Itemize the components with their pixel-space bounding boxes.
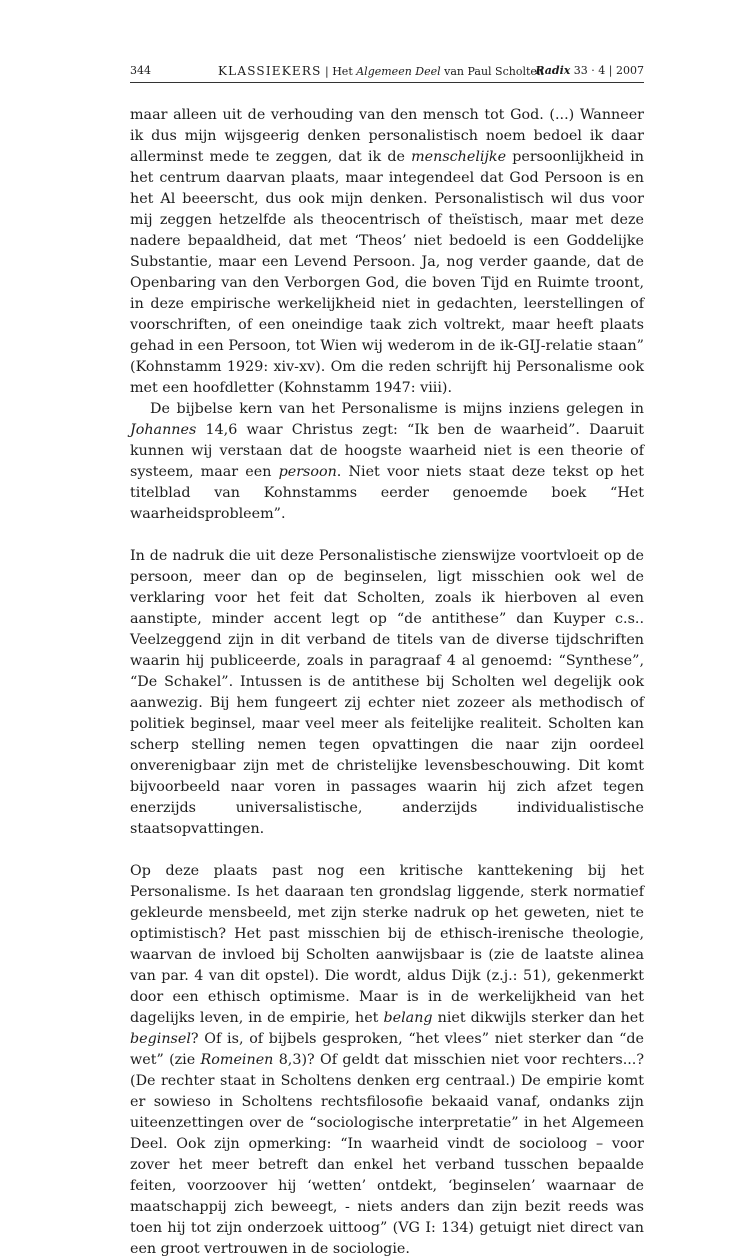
text-run: . Niet voor niets staat deze tekst op het titelblad van Kohnstamms eerder genoemde boek “Het waarheidsprobleem”.	[130, 464, 644, 522]
body-paragraph	[130, 105, 644, 399]
text-run: 8,3)? Of geldt dat misschien niet voor rechters...? (De rechter staat in Scholtens denken erg centraal.) De empirie komt er sowieso in Scholtens rechtsfilosofie bekaaid vanaf, ondanks zijn uiteenzettingen over de “sociologische interpretatie” in het Algemeen Deel. Ook zijn opmerking: “In waarheid vindt de socioloog – voor zover het meer betreft dan enkel het verband tusschen bepaalde feiten, voorzoover hij ‘wetten’ ontdekt, ‘beginselen’ waarnaar de maatschappij zich beweegt, - niets anders dan zijn bezit reeds was toen hij tot zijn onderzoek uittoog” (VG I: 134) getuigt niet direct van een groot vertrouwen in de sociologie.	[130, 1052, 644, 1257]
running-title	[218, 60, 544, 83]
section-title: KLASSIEKERS	[218, 64, 322, 78]
body-paragraph	[130, 546, 644, 840]
body-paragraph	[130, 861, 644, 1260]
body-paragraph	[130, 399, 644, 525]
article-title-italic: Algemeen Deel	[356, 65, 441, 78]
text-run: De bijbelse kern van het Personalisme is mijns inziens gelegen in	[150, 401, 644, 417]
text-run: persoonlijkheid in het centrum daarvan plaats, maar integendeel dat God Persoon is en het Al beeerscht, dus ook mijn denken. Personalistisch wil dus voor mij zeggen hetzelfde als theocentrisch of theïstisch, maar met deze nadere bepaaldheid, dat met ‘Theos’ niet bedoeld is een Goddelijke Substantie, maar een Levend Persoon. Ja, nog verder gaande, dat de Openbaring van den Verborgen God, die boven Tijd en Ruimte troont, in deze empirische werkelijkheid niet in gedachten, leerstellingen of voorschriften, of een oneindige taak zich voltrekt, maar heeft plaats gehad in een Persoon, tot Wien wij wederom in de ik-GIJ-relatie staan” (Kohnstamm 1929: xiv-xv). Om die reden schrijft hij Personalisme ook met een hoofdletter (Kohnstamm 1947: viii).	[130, 149, 644, 396]
italic-term: Johannes	[130, 422, 197, 438]
italic-term: belang	[383, 1010, 433, 1026]
text-run: Op deze plaats past nog een kritische kanttekening bij het Personalisme. Is het daaraan ten grondslag liggende, sterk normatief gekleurde mensbeeld, met zijn sterke nadruk op het geweten, niet te optimistisch? Het past misschien bij de ethisch-irenische theologie, waarvan de invloed bij Scholten aanwijsbaar is (zie de laatste alinea van par. 4 van dit opstel). Die wordt, aldus Dijk (z.j.: 51), gekenmerkt door een ethisch optimisme. Maar is in de werkelijkheid van het dagelijks leven, in de empirie, het	[130, 863, 644, 1026]
italic-term: Romeinen	[200, 1052, 274, 1068]
journal-info	[535, 60, 644, 82]
title-separator: | Het	[321, 65, 357, 78]
running-header	[130, 60, 644, 83]
journal-issue: 33 · 4 | 2007	[570, 64, 644, 77]
text-run: niet dikwijls sterker dan het	[432, 1010, 644, 1026]
text-run: 14,6 waar Christus zegt: “Ik ben de waarheid”. Daaruit kunnen wij verstaan dat de hoogste waarheid niet is een theorie of systeem, maar een	[130, 422, 644, 480]
italic-term: beginsel	[130, 1031, 191, 1047]
body-text	[130, 105, 644, 1260]
article-title-rest: van Paul Scholten	[440, 65, 544, 78]
page-number: 344	[130, 64, 151, 77]
text-run: In de nadruk die uit deze Personalistische zienswijze voortvloeit op de persoon, meer dan op de beginselen, ligt misschien ook wel de verklaring voor het feit dat Scholten, zoals ik hierboven al even aanstipte, minder accent legt op “de antithese” dan Kuyper c.s.. Veelzeggend zijn in dit verband de titels van de diverse tijdschriften waarin hij publiceerde, zoals in paragraaf 4 al genoemd: “Synthese”, “De Schakel”. Intussen is de antithese bij Scholten wel degelijk ook aanwezig. Bij hem fungeert zij echter niet zozeer als methodisch of politiek beginsel, maar veel meer als feitelijke realiteit. Scholten kan scherp stelling nemen tegen opvattingen die naar zijn oordeel onverenigbaar zijn met de christelijke levensbeschouwing. Dit komt bijvoorbeeld naar voren in passages waarin hij zich afzet tegen enerzijds universalistische, anderzijds individualistische staatsopvattingen.	[130, 548, 644, 837]
italic-term: menschelijke	[411, 149, 507, 165]
text-run: ? Of is, of bijbels gesproken, “het vlees” niet sterker dan “de wet” (zie	[130, 1031, 644, 1068]
journal-name: Radix	[535, 64, 571, 77]
text-run: maar alleen uit de verhouding van den mensch tot God. (...) Wanneer ik dus mijn wijsgeerig denken personalistisch noem bedoel ik daar allerminst mede te zeggen, dat ik de	[130, 107, 644, 165]
italic-term: persoon	[278, 464, 337, 480]
